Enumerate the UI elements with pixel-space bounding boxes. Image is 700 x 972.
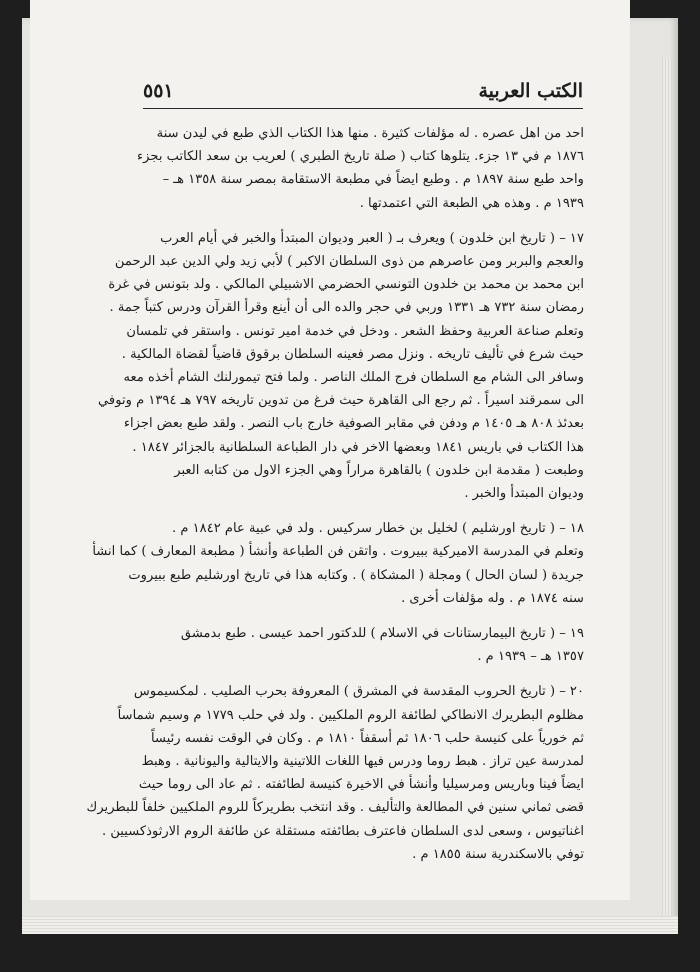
running-title: الكتب العربية [478,80,583,102]
text-line: قضى ثماني سنين في المطالعة والتأليف . وقد انتخب بطريركاً للروم الملكيين خلفاً للبطريرك [86,800,584,816]
text-line: ١٣٥٧ هـ – ١٩٣٩ م . [477,649,584,665]
text-line: بعدئذ ٨٠٨ هـ ١٤٠٥ م ودفن في مقابر الصوفية خارج باب النصر . ولقد طبع بعض اجزاء [123,416,584,432]
entry-18-heading-line: ١٨ – ( تاريخ اورشليم ) لخليل بن خطار سركيس . ولد في عبية عام ١٨٤٢ م . [172,521,584,537]
text-line: والعجم والبربر ومن عاصرهم من ذوى السلطان الاكبر ) لأبي زيد ولي الدين عبد الرحمن [114,254,584,270]
text-line: سنه ١٨٧٤ م . وله مؤلفات أخرى . [401,590,584,606]
text-line: اغناتيوس ، وسعى لدى السلطان فاعترف بطائفته مستقلة عن طائفة الروم الارثوذكسيين . [102,823,584,839]
text-line: ايضاً فينا وباريس ومرسيليا وأنشأ في الاخيرة كنيسة لطائفته . ثم عاد الى روما حيث [138,777,584,793]
text-line: توفي بالاسكندرية سنة ١٨٥٥ م . [412,846,584,862]
text-line: هذا الكتاب في باريس ١٨٤١ وبعضها الاخر في دار الطباعة السلطانية بالجزائر ١٨٤٧ . [132,439,584,455]
text-line: جريدة ( لسان الحال ) ومجلة ( المشكاة ) . وكتابه هذا في تاريخ اورشليم طبع ببيروت [128,567,584,583]
text-line: رمضان سنة ٧٣٢ هـ ١٣٣١ وربي في حجر والده الى أن أينع وقرأ القرآن ودرس كتباً جمة . [109,300,584,316]
page-number: ٥٥١ [143,80,174,102]
page-bottom-edges [22,916,678,934]
text-line: الى سمرقند اسيراً . ثم رجع الى القاهرة حيث فرغ من تدوين تاريخه ٧٩٧ هـ ١٣٩٤ م وتوفي [98,393,584,409]
paragraph-gap [143,610,584,622]
text-line: وديوان المبتدأ والخبر . [464,486,584,502]
body-text [86,122,584,866]
text-line: مظلوم البطريرك الانطاكي لطائفة الروم الملكيين . ولد في حلب ١٧٧٩ م وسيم شماساً [117,707,584,723]
entry-20-heading-line: ٢٠ – ( تاريخ الحروب المقدسة في المشرق ) المعروفة بحرب الصليب . لمكسيموس [133,684,584,700]
paragraph-gap [143,505,584,517]
text-line: واحد طبع سنة ١٨٩٧ م . وطبع ايضاً في مطبعة الاستقامة بمصر سنة ١٣٥٨ هـ – [162,172,584,188]
text-line: وطبعت ( مقدمة ابن خلدون ) بالقاهرة مراراً وهي الجزء الاول من كتابه العبر [174,462,584,478]
text-line: ١٩٣٩ م . وهذه هي الطبعة التي اعتمدتها . [359,195,584,211]
paragraph-gap [143,215,584,227]
entry-19-heading-line: ١٩ – ( تاريخ البيمارستانات في الاسلام ) للدكتور احمد عيسى . طبع بدمشق [180,626,584,642]
text-line: لمدرسة عين تراز . هبط روما ودرس فيها اللغات اللاتينية والايتالية واليونانية . وهبط [141,754,584,770]
entry-17-heading-line: ١٧ – ( تاريخ ابن خلدون ) ويعرف بـ ( العبر وديوان المبتدأ والخبر في أيام العرب [160,230,584,246]
text-line: ثم خورياً على كنيسة حلب ١٨٠٦ ثم أسقفاً ١٨١٠ م . وكان في الوقت نفسه رئيساً [151,730,584,746]
text-line: حيث شرع في تأليف تاريخه . ونزل مصر فعينه السلطان برقوق قاضياً لقضاة المالكية . [121,346,584,362]
text-line: ابن محمد بن محمد بن خلدون التونسي الحضرمي الاشبيلي المالكي . ولد بتونس في غرة [108,277,584,293]
paragraph-gap [143,668,584,680]
text-line: وسافر الى الشام مع السلطان فرج الملك الناصر . ولما فتح تيمورلنك الشام أخذه معه [123,370,584,386]
page-edges [662,58,672,918]
running-header [143,80,583,108]
header-rule [143,108,583,109]
text-line: احد من اهل عصره . له مؤلفات كثيرة . منها هذا الكتاب الذي طبع في ليدن سنة [156,126,584,141]
text-line: ١٨٧٦ م في ١٣ جزء. يتلوها كتاب ( صلة تاريخ الطبري ) لعريب بن سعد الكاتب بجزء [136,149,584,165]
text-line: وتعلم في المدرسة الاميركية ببيروت . واتقن فن الطباعة وأنشأ ( مطبعة المعارف ) كما انشأ [92,544,584,560]
text-line: وتعلم صناعة العربية وحفظ الشعر . ودخل في خدمة امير تونس . واستقر في تلمسان [126,323,584,339]
